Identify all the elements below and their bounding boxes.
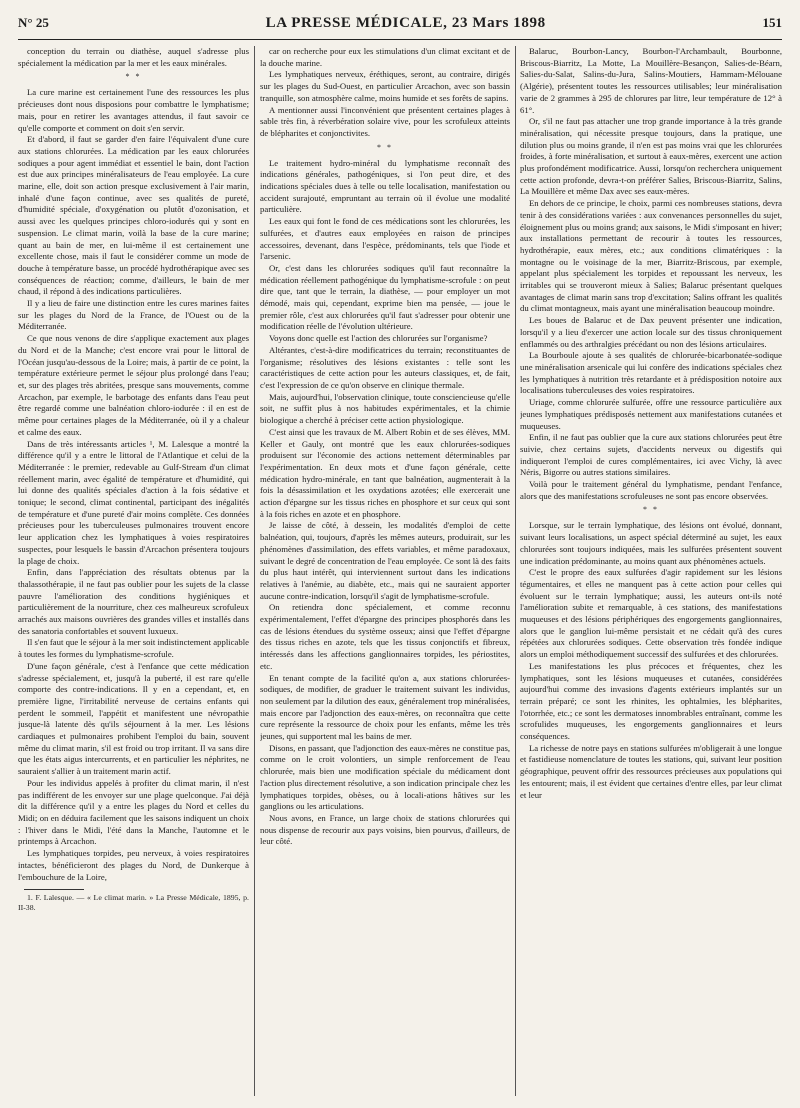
header-rule bbox=[18, 39, 782, 40]
paragraph: Altérantes, c'est-à-dire modificatrices du terrain; reconstituantes de l'organisme; résolutives des lésions existantes : telle sont les caractéristiques de cette action pour les auteurs classiques, et, de fait, c'est l'expression de ce qu'on observe en clinique thermale. bbox=[260, 344, 510, 390]
paragraph: Les manifestations les plus précoces et fréquentes, chez les lymphatiques, sont les lésions muqueuses et cutanées, considérées aujourd'hui comme des invasions d'agents extérieurs implantés sur un terrain préparé; ce sont les rhinites, les ophtalmies, les blépharites, l'otorrhée, etc.; ce sont les dermatoses innombrables entraînant, comme les scrofulides muqueuses, les engorgements ganglionnaires et leurs conséquences. bbox=[520, 660, 782, 742]
paragraph: Et d'abord, il faut se garder d'en faire l'équivalent d'une cure aux stations chlorurées. La médication par les eaux chlorurées sodiques a pour agent immédiat et essentiel le bain, dont l'action est due aux principes minéralisateurs de l'eau employée. La cure marine, elle, doit son action presque exclusivement à l'air marin, inhalé d'une façon continue, avec ses qualités de pureté, d'humidité spéciale, d'oxygénation ou plutôt d'ozonisation, et aussi avec les quelques principes chloro-iodurés qui y sont en suspension. Le climat marin, voilà la base de la cure marine; quant au bain de mer, en lui-même il est certainement une excellente chose, mais il faut le considérer comme un mode de douche à température basse, un procédé hydrothérapique avec ses conséquences de réaction; comme, d'ailleurs, le bain de mer chaud, il répond à des indications particulières. bbox=[18, 134, 249, 297]
column-divider bbox=[254, 46, 255, 1096]
column-3 bbox=[520, 46, 782, 1102]
paragraph: Or, c'est dans les chlorurées sodiques qu'il faut reconnaître la médication réellement pathogénique du lymphatisme-scrofule : on peut dire que, tant que le terrain, la diathèse, — pour employer un mot démodé, mais qui, cependant, exprime bien ma pensée, — joue le premier rôle, c'est aux chlorurées qu'il faut s'adresser pour obtenir une modification réelle de l'évolution ultérieure. bbox=[260, 262, 510, 332]
paragraph: Pour les individus appelés à profiter du climat marin, il n'est pas indifférent de les envoyer sur une plage quelconque. J'ai déjà dit la différence qu'il y a entre les plages du Nord et celles du Midi; on en déduira facilement que les saisons indiquent un choix : l'hiver dans le Midi, l'été dans la Manche, l'automne et le printemps à Arcachon. bbox=[18, 777, 249, 847]
footnote-rule bbox=[24, 889, 84, 890]
paragraph: La Bourboule ajoute à ses qualités de chlorurée-bicarbonatée-sodique une minéralisation arsenicale qui lui confère des indications spéciales chez les lymphatiques à nutrition très retardante et à prédisposition notoire aux localisations tuberculeuses des voies respiratoires. bbox=[520, 350, 782, 396]
paragraph: Enfin, dans l'appréciation des résultats obtenus par la thalassothérapie, il ne faut pas oublier pour les sujets de la classe pauvre l'amélioration des conditions hygiéniques et particulièrement de la nourriture, chez ces malheureux scrofuleux arrachés aux maisons ouvrières des grandes villes et installés dans des sanatoria confortables et souvent luxueux. bbox=[18, 567, 249, 636]
paragraph: On retiendra donc spécialement, et comme reconnu expérimentalement, l'effet d'épargne des principes phosphorés dans les cas de lésions étendues du système osseux; ainsi que l'effet d'épargne des tissus riches en azote, tels que les tissus conjonctifs et fibreux, intéressés dans les affections ganglionnaires torpides, les périostites, etc. bbox=[260, 602, 510, 671]
journal-title: LA PRESSE MÉDICALE, 23 Mars 1898 bbox=[265, 14, 546, 31]
paragraph: Disons, en passant, que l'adjonction des eaux-mères ne constitue pas, comme on le croit volontiers, un simple renforcement de l'eau chlorurée, mais bien une modification spéciale du médicament dont l'action plus directement résolutive, a son indication principale chez les lymphatiques torpides, obèses, ou à locali-ations hâtives sur les ganglions ou les articulations. bbox=[260, 742, 510, 812]
paragraph: La cure marine est certainement l'une des ressources les plus précieuses dont nous disposions pour combattre le lymphatisme; mais, pour en retirer les avantages attendus, il faut savoir ce qu'elle comporte et comment on doit s'en servir. bbox=[18, 87, 249, 133]
paragraph: D'une façon générale, c'est à l'enfance que cette médication s'adresse spécialement, et, jusqu'à la puberté, il est rare qu'elle comporte des contre-indications. Il y en a cependant, et, en première ligne, l'irritabilité nerveuse de certains enfants qui perdent le sommeil, l'appétit et manifestent une névropathie jusque-là latente dès qu'ils séjournent à la mer. Les lésions cardiaques et pulmonaires prohibent l'emploi du bain, souvent même du climat marin, s'il est froid ou trop irritant. Il va sans dire que les états aigus intercurrents, et en particulier les néphrites, ne sauraient s'allier à un traitement marin actif. bbox=[18, 660, 249, 777]
paragraph: Uriage, comme chlorurée sulfurée, offre une ressource particulière aux jeunes lymphatiques prédisposés nettement aux manifestations cutanées et muqueuses. bbox=[520, 397, 782, 431]
paragraph: Voilà pour le traitement général du lymphatisme, pendant l'enfance, alors que des manifestations scrofuleuses ne sont pas encore observées. bbox=[520, 479, 782, 501]
paragraph: Je laisse de côté, à dessein, les modalités d'emploi de cette balnéation, qui, toujours, d'après les mêmes auteurs, produirait, sur les phénomènes d'assimilation, des effets variables, et même paradoxaux, suivant le degré de concentration de l'eau employée. Ce sont là des faits du plus haut intérêt, qui interviennent surtout dans les indications relatives à l'anémie, au diabète, etc., mais qui ne sauraient apporter aucune contre-indication, lorsqu'il s'agit de lymphatisme-scrofule. bbox=[260, 520, 510, 601]
paragraph: Il y a lieu de faire une distinction entre les cures marines faites sur les plages du Nord de la France, de l'Ouest ou de la Méditerranée. bbox=[18, 298, 249, 332]
paragraph: car on recherche pour eux les stimulations d'un climat excitant et de la douche marine. bbox=[260, 46, 510, 68]
paragraph: Voyons donc quelle est l'action des chlorurées sur l'organisme? bbox=[269, 333, 488, 344]
paragraph: Il s'en faut que le séjour à la mer soit indistinctement applicable à toutes les formes du lymphatisme-scrofule. bbox=[18, 637, 249, 660]
paragraph: Les lymphatiques nerveux, éréthiques, seront, au contraire, dirigés sur les plages du Sud-Ouest, en particulier Arcachon, avec son bassin tranquille, son atmosphère calme, moins humide et ses forêts de sapins. bbox=[260, 69, 510, 103]
paragraph: Balaruc, Bourbon-Lancy, Bourbon-l'Archambault, Bourbonne, Briscous-Biarritz, La Motte, La Mouillère-Besançon, Salies-de-Béarn, Salies-du-Salat, Salins-du-Jura, Salins-Moutiers, Hammam-Mélouane (Algérie), présentent toutes les ressources utilisables; leur minéralisation varie de 2 grammes à 295 de chlorures par litre, leur température de 12° à 61°. bbox=[520, 46, 782, 115]
paragraph: C'est le propre des eaux sulfurées d'agir rapidement sur les lésions tégumentaires, et elles ne manquent pas à cette action pour celles qui évoluent sur le terrain lymphatique; aussi, les auteurs ont-ils noté l'amélioration subite et remarquable, à ces stations, des manifestations muqueuses et des lésions périphériques des engorgements ganglionnaires, alors que le ganglion lui-même persistait et ne cédait qu'à des cures répétées aux chlorurées sodiques. Cette observation très fondée indique alors un emploi méthodiquement successif des sulfurées et des chlorurées. bbox=[520, 567, 782, 660]
section-ornament: * * bbox=[125, 72, 142, 82]
column-2 bbox=[260, 46, 510, 1102]
paragraph: En tenant compte de la facilité qu'on a, aux stations chlorurées-sodiques, de modifier, de graduer le traitement suivant les individus, non seulement par la dilution des eaux, généralement trop minéralisées, mais encore par l'adjonction des eaux-mères, on reconnaîtra que cette cure représente la ressource de choix pour les enfants, même les très jeunes, qui supportent mal les bains de mer. bbox=[260, 672, 510, 742]
paragraph: Les boues de Balaruc et de Dax peuvent présenter une indication, lorsqu'il y a lieu d'exercer une action locale sur des tissus chroniquement enflammés ou des arthralgies précédant ou non des lésions articulaires. bbox=[520, 315, 782, 349]
section-ornament: * * bbox=[643, 505, 659, 515]
column-1 bbox=[18, 46, 249, 1102]
paragraph: En dehors de ce principe, le choix, parmi ces nombreuses stations, devra tenir à des considérations variées : aux convenances personnelles du sujet, éloignement plus ou moins grand; aux saisons, le Midi s'imposant en hiver; aux installations permettant de recourir à toutes les ressources, hydrothérapie, eaux mères, etc.; aux conditions climatériques : la montagne ou le voisinage de la mer, Biarritz-Briscous, par exemple, appelant plus spécialement les torpides et repoussant les nerveux, les irritables qui se trouveront mieux à Salies; Balaruc présentant quelques avantages de climat marin sans trop d'excitation; Salins offrant les qualités du climat montagneux, mais ayant une minéralisation beaucoup moindre. bbox=[520, 198, 782, 314]
issue-number: N° 25 bbox=[18, 15, 49, 30]
paragraph: Ce que nous venons de dire s'applique exactement aux plages du Nord et de la Manche; c'est encore vrai pour le littoral de l'Océan jusqu'au-dessous de la Loire; mais, à partir de ce point, la température extérieure permet le séjour plus prolongé dans l'eau; et, sur des plages très abritées, presque sans mouvements, comme Arcachon, par exemple, le barbotage des enfants dans l'eau peut être regardé comme une balnéation chloro-iodurée : il en est de même pour certaines plages de la Méditerranée, où il y a chaleur et calme des eaux. bbox=[18, 333, 249, 437]
paragraph: Nous avons, en France, un large choix de stations chlorurées qui nous dispense de recourir aux pays voisins, bien pourvus, d'ailleurs, de leur côté. bbox=[260, 813, 510, 847]
paragraph: Le traitement hydro-minéral du lymphatisme reconnaît des indications générales, pathogéniques, si l'on peut dire, et des indications spéciales dues à telle ou telle localisation, manifestation ou accident surajouté, empruntant au terrain où il évolue une modalité particulière. bbox=[260, 157, 510, 215]
paragraph: La richesse de notre pays en stations sulfurées m'obligerait à une longue et fastidieuse nomenclature de toutes les stations, qui, suivant leur position géographique, peuvent offrir des ressources précieuses aux populations qui les entourent; mais, il est évident que certaines d'entre elles, par leur climat et leur bbox=[520, 742, 782, 800]
paragraph: conception du terrain ou diathèse, auquel s'adresse plus spécialement la médication par la mer et les eaux minérales. bbox=[18, 46, 249, 68]
paragraph: A mentionner aussi l'inconvénient que présentent certaines plages à sable très fin, à réverbération solaire vive, pour les scrofuleux atteints de blépharites et conjonctivites. bbox=[260, 104, 510, 138]
paragraph: Les eaux qui font le fond de ces médications sont les chlorurées, les sulfurées, et d'autres eaux employées en raison de principes accessoires, devenant, dans l'espèce, prédominants, tels que l'iode et l'arsenic. bbox=[260, 216, 510, 262]
section-ornament: * * bbox=[377, 142, 393, 152]
paragraph: Lorsque, sur le terrain lymphatique, des lésions ont évolué, donnant, suivant leurs localisations, un aspect spécial déterminé au sujet, les eaux chlorurées sont toujours indiquées, mais les sulfurées présentent souvent une indication prédominante, au moins quant aux phénomènes actuels. bbox=[520, 520, 782, 566]
paragraph: Les lymphatiques torpides, peu nerveux, à voies respiratoires intactes, bénéficieront des plages du Nord, de Dunkerque à l'embouchure de la Loire, bbox=[18, 848, 249, 882]
page-header bbox=[18, 10, 782, 36]
page-number: 151 bbox=[762, 15, 782, 30]
paragraph: C'est ainsi que les travaux de M. Albert Robin et de ses élèves, MM. Keller et Gauly, ont montré que les eaux chlorurées-sodiques produisent sur l'économie des actions nettement déterminables par l'expérimentation. En deux mots et d'une façon générale, cette médication hydro-minérale, en tant que balnéation, augmenterait à la fois la désassimilation et les oxydations azotées; elle exercerait une action d'épargne sur les tissus riches en phosphore et sur ceux qui sont à la fois riches en azote et en phosphore. bbox=[260, 426, 510, 519]
paragraph: Mais, aujourd'hui, l'observation clinique, toute consciencieuse qu'elle soit, ne suffit plus à nos habitudes expérimentales, et la chimie biologique a cherché à préciser cette action physiologique. bbox=[260, 391, 510, 426]
column-divider bbox=[515, 46, 516, 1096]
footnote: 1. F. Lalesque. — « Le climat marin. » La Presse Médicale, 1895, p. II-38. bbox=[18, 893, 249, 913]
paragraph: Enfin, il ne faut pas oublier que la cure aux stations chlorurées peut être suivie, chez certains sujets, d'accidents nerveux ou digestifs qui indiqueront l'emploi de cures complémentaires, ici avec Vichy, là avec Néris, Bigorre ou autres stations similaires. bbox=[520, 432, 782, 478]
paragraph: Dans de très intéressants articles ¹, M. Lalesque a montré la différence qu'il y a entre le littoral de l'Atlantique et celui de la Méditerranée : le premier, redevable au Gulf-Stream d'un climat réellement marin, avec égalité de température et d'humidité, qui lui donne des qualités spéciales d'action à la fois sédative et tonique; le second, climat continental, participant des inégalités de température et d'une pureté d'air moins complète. Ces données précieuses pour les tuberculeuses pulmonaires trouvent encore leur application chez les lymphatiques à voies respiratoires suspectes, pour lesquels le bassin d'Arcachon présentera toujours la plage de choix. bbox=[18, 438, 249, 566]
paragraph: Or, s'il ne faut pas attacher une trop grande importance à la très grande minéralisation, qui nécessite presque toujours, dans la pratique, une dilution plus ou moins grande, il n'en est pas moins vrai que les chlorurées froides, à forte minéralisation, et surtout à eaux-mères, exercent une action plus profondément modificatrice. Aussi, lorsqu'on recherchera uniquement cette action profonde, devra-t-on préférer Salies, Briscous-Biarritz, Salins, La Mouillère et même Dax avec ses eaux-mères. bbox=[520, 116, 782, 197]
